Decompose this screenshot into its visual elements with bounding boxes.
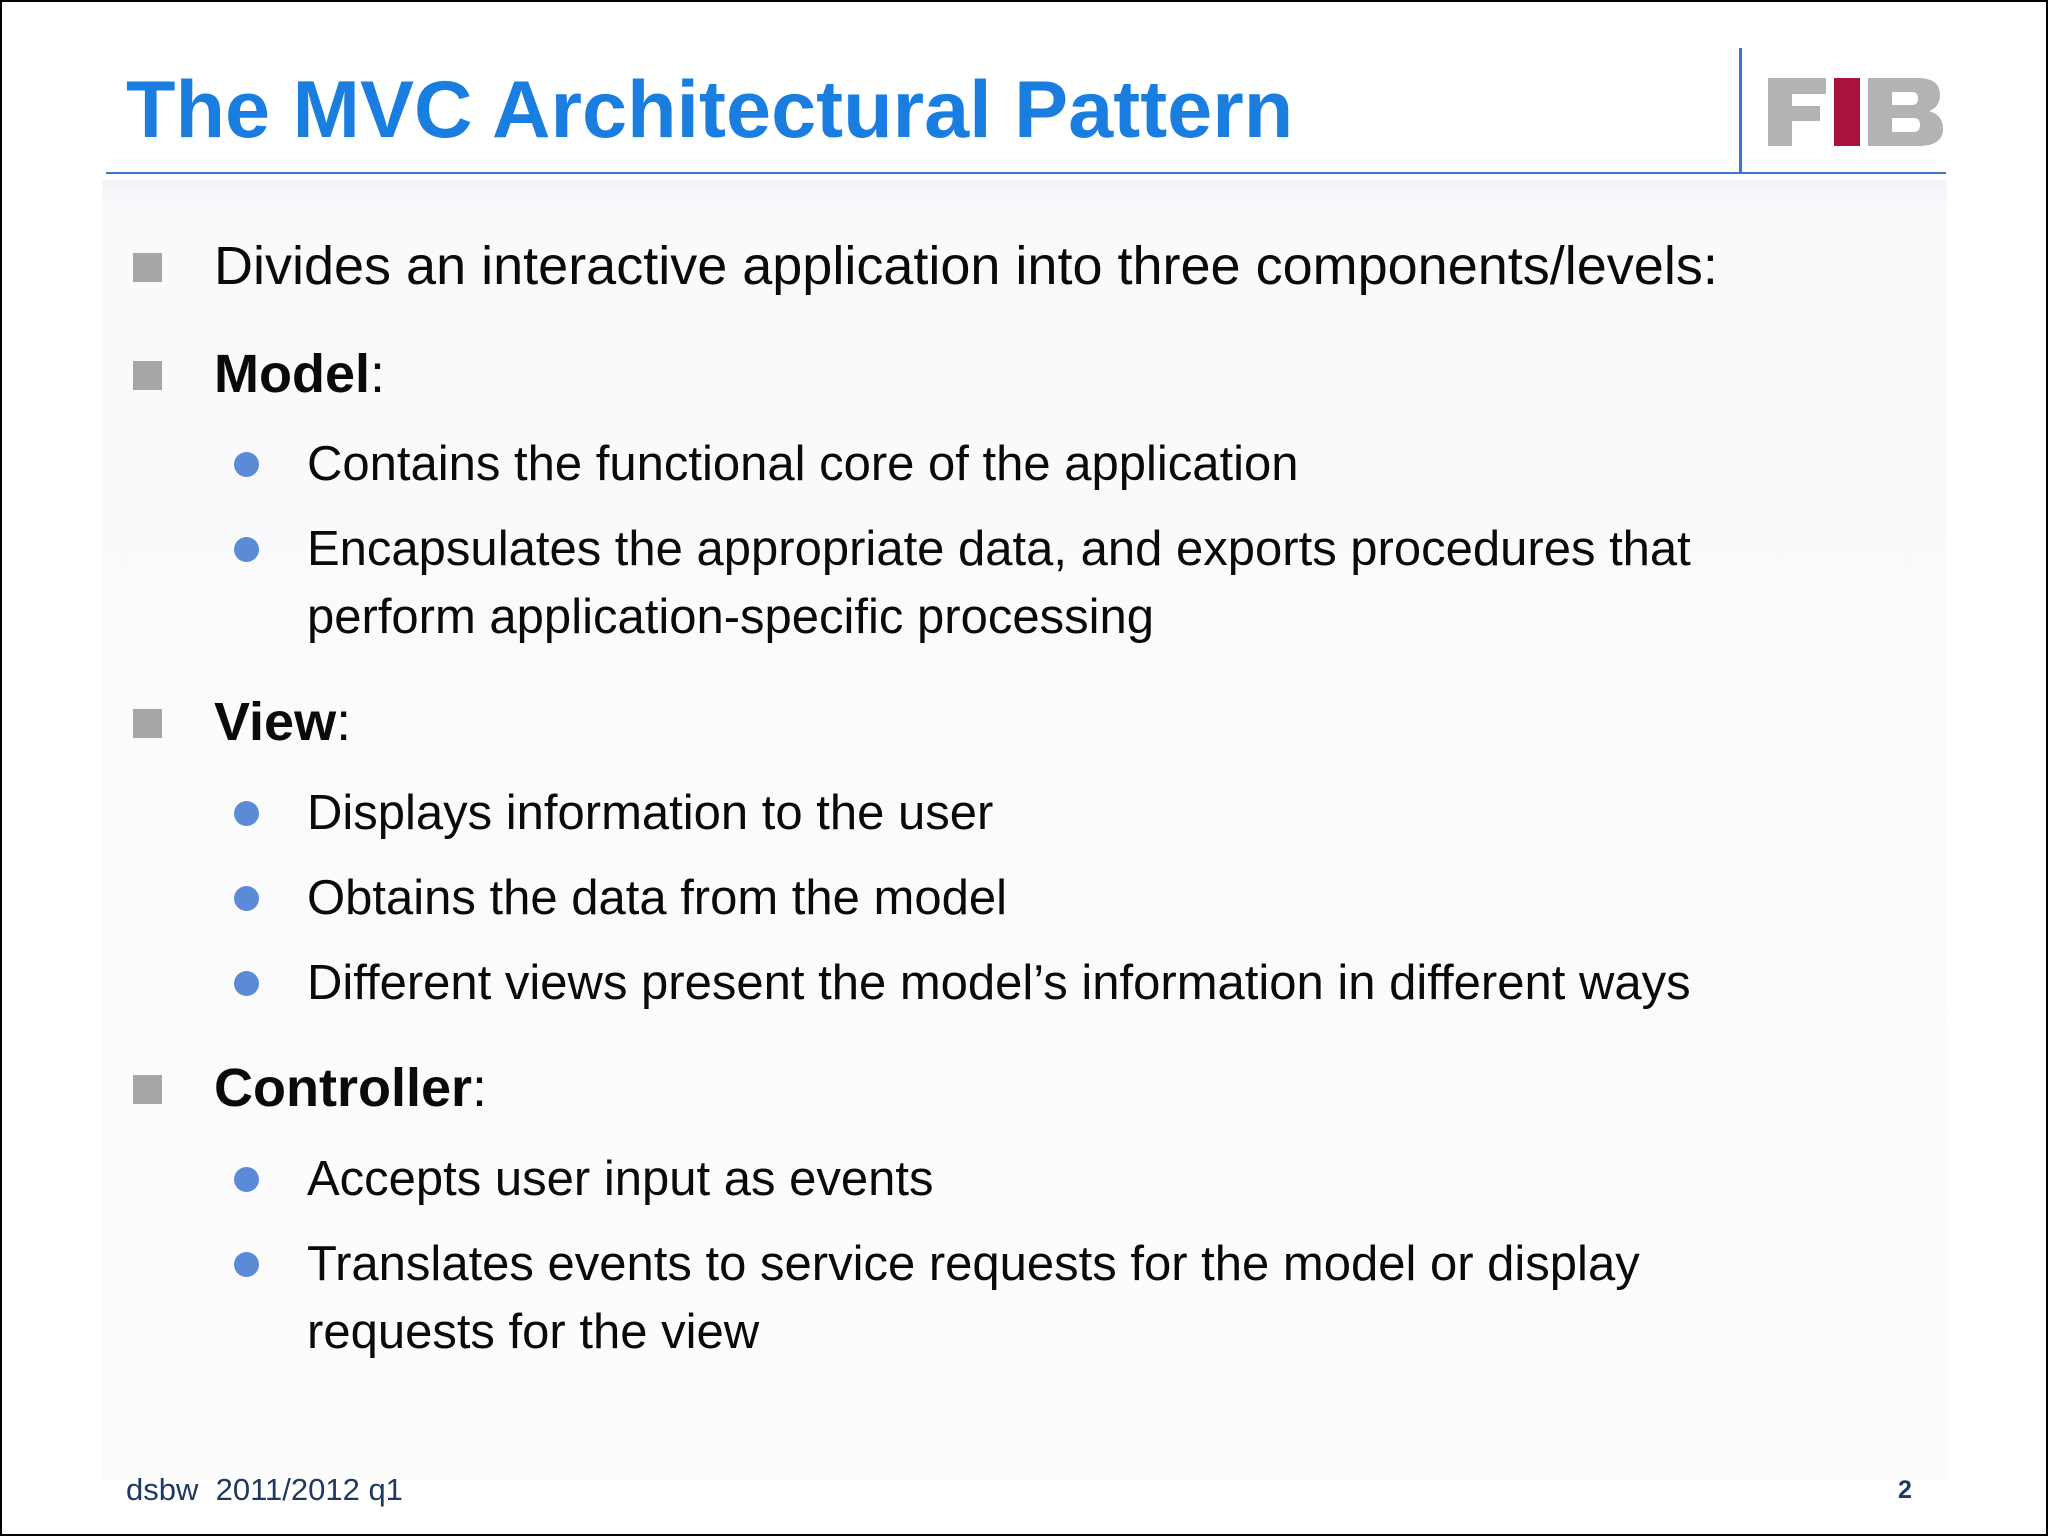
- section-heading-label: Model: [214, 344, 370, 404]
- round-bullet-icon: [234, 886, 259, 911]
- slide-title: The MVC Architectural Pattern: [126, 65, 1294, 155]
- page-number: 2: [1898, 1476, 1912, 1504]
- round-bullet-icon: [234, 1252, 259, 1277]
- view-point-2: Obtains the data from the model: [307, 871, 1007, 925]
- logo-divider: [1739, 48, 1742, 172]
- section-heading-colon: :: [472, 1058, 488, 1118]
- footer-course: dsbw 2011/2012 q1: [126, 1472, 403, 1507]
- section-heading-label: Controller: [214, 1058, 473, 1118]
- section-heading-label: View: [214, 692, 337, 752]
- model-point-2-line-2: perform application-specific processing: [307, 590, 1154, 644]
- section-heading-colon: :: [336, 692, 352, 752]
- round-bullet-icon: [234, 452, 259, 477]
- controller-point-1: Accepts user input as events: [307, 1152, 934, 1206]
- title-rule: [106, 172, 1946, 174]
- controller-point-2-line-1: Translates events to service requests for the model or display: [307, 1237, 1640, 1291]
- round-bullet-icon: [234, 801, 259, 826]
- square-bullet-icon: [133, 709, 162, 738]
- round-bullet-icon: [234, 537, 259, 562]
- round-bullet-icon: [234, 971, 259, 996]
- square-bullet-icon: [133, 1075, 162, 1104]
- section-heading-controller: [214, 1056, 487, 1120]
- section-heading-colon: :: [370, 344, 386, 404]
- section-heading-view: [214, 690, 351, 754]
- view-point-1: Displays information to the user: [307, 786, 994, 840]
- square-bullet-icon: [133, 253, 162, 282]
- model-point-2-line-1: Encapsulates the appropriate data, and exports procedures that: [307, 522, 1691, 576]
- intro-text: Divides an interactive application into three components/levels:: [214, 236, 1718, 296]
- view-point-3: Different views present the model’s information in different ways: [307, 956, 1691, 1010]
- controller-point-2-line-2: requests for the view: [307, 1305, 760, 1359]
- fib-logo: [1768, 76, 1944, 148]
- round-bullet-icon: [234, 1167, 259, 1192]
- section-heading-model: [214, 342, 385, 406]
- model-point-1: Contains the functional core of the application: [307, 437, 1299, 491]
- square-bullet-icon: [133, 361, 162, 390]
